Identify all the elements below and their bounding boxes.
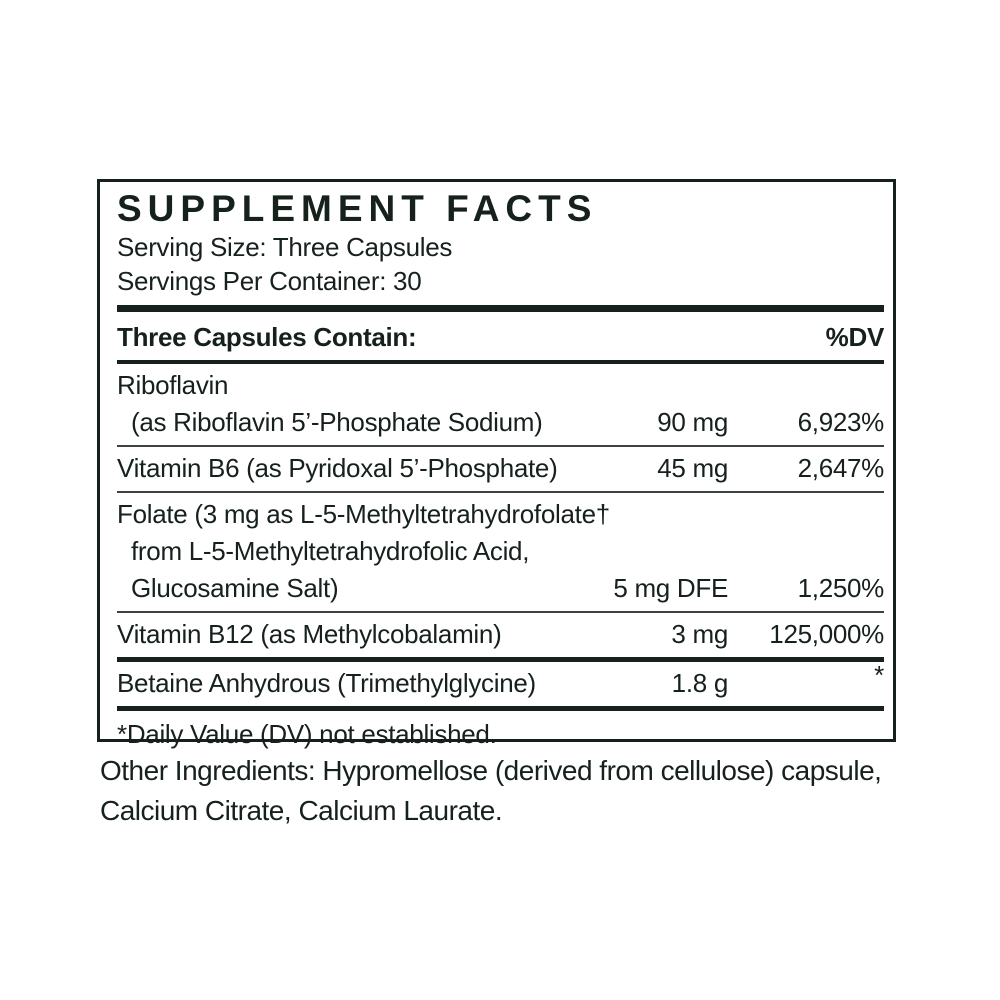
nutrient-name: Folate (3 mg as L-5-Methyltetrahydrofolate† bbox=[117, 499, 610, 529]
dv-footnote: *Daily Value (DV) not established. bbox=[117, 719, 497, 749]
nutrient-name-detail: Glucosamine Salt) bbox=[131, 573, 339, 603]
nutrient-amount: 5 mg DFE bbox=[613, 573, 728, 603]
nutrient-row-vitamin-b6 bbox=[117, 447, 884, 491]
nutrient-amount: 45 mg bbox=[657, 453, 728, 483]
nutrient-name-detail: from L-5-Methyltetrahydrofolic Acid, bbox=[131, 536, 530, 566]
nutrient-dv: 2,647% bbox=[797, 453, 884, 483]
nutrient-name: Vitamin B12 (as Methylcobalamin) bbox=[117, 619, 502, 649]
nutrient-dv bbox=[728, 660, 884, 702]
panel-title: SUPPLEMENT FACTS bbox=[117, 188, 598, 229]
nutrient-dv: 1,250% bbox=[797, 573, 884, 603]
nutrient-row-folate bbox=[117, 493, 884, 611]
nutrient-row-vitamin-b12 bbox=[117, 613, 884, 657]
other-ingredients-line-2: Calcium Citrate, Calcium Laurate. bbox=[100, 795, 503, 826]
divider-thick-top bbox=[117, 305, 884, 312]
nutrient-name: Riboflavin bbox=[117, 370, 229, 400]
nutrient-row-riboflavin bbox=[117, 364, 884, 445]
column-header-contain: Three Capsules Contain: bbox=[117, 322, 417, 352]
other-ingredients bbox=[100, 751, 920, 831]
column-header-dv: %DV bbox=[825, 322, 884, 352]
serving-size: Serving Size: Three Capsules bbox=[117, 232, 453, 262]
servings-per-container: Servings Per Container: 30 bbox=[117, 266, 422, 296]
nutrient-row-betaine bbox=[117, 662, 884, 706]
nutrient-amount: 3 mg bbox=[671, 619, 728, 649]
nutrient-name-detail: (as Riboflavin 5’-Phosphate Sodium) bbox=[131, 407, 543, 437]
nutrient-dv: 125,000% bbox=[769, 619, 884, 649]
other-ingredients-line-1: Other Ingredients: Hypromellose (derived from cellulose) capsule, bbox=[100, 755, 882, 786]
supplement-facts-panel bbox=[97, 179, 896, 749]
nutrient-name: Vitamin B6 (as Pyridoxal 5’-Phosphate) bbox=[117, 453, 558, 483]
nutrient-dv: 6,923% bbox=[797, 407, 884, 437]
nutrient-amount: 1.8 g bbox=[671, 668, 728, 698]
column-header-row bbox=[117, 312, 884, 360]
nutrient-amount: 90 mg bbox=[657, 407, 728, 437]
nutrient-name: Betaine Anhydrous (Trimethylglycine) bbox=[117, 668, 536, 698]
asterisk-no-dv: * bbox=[874, 660, 884, 690]
